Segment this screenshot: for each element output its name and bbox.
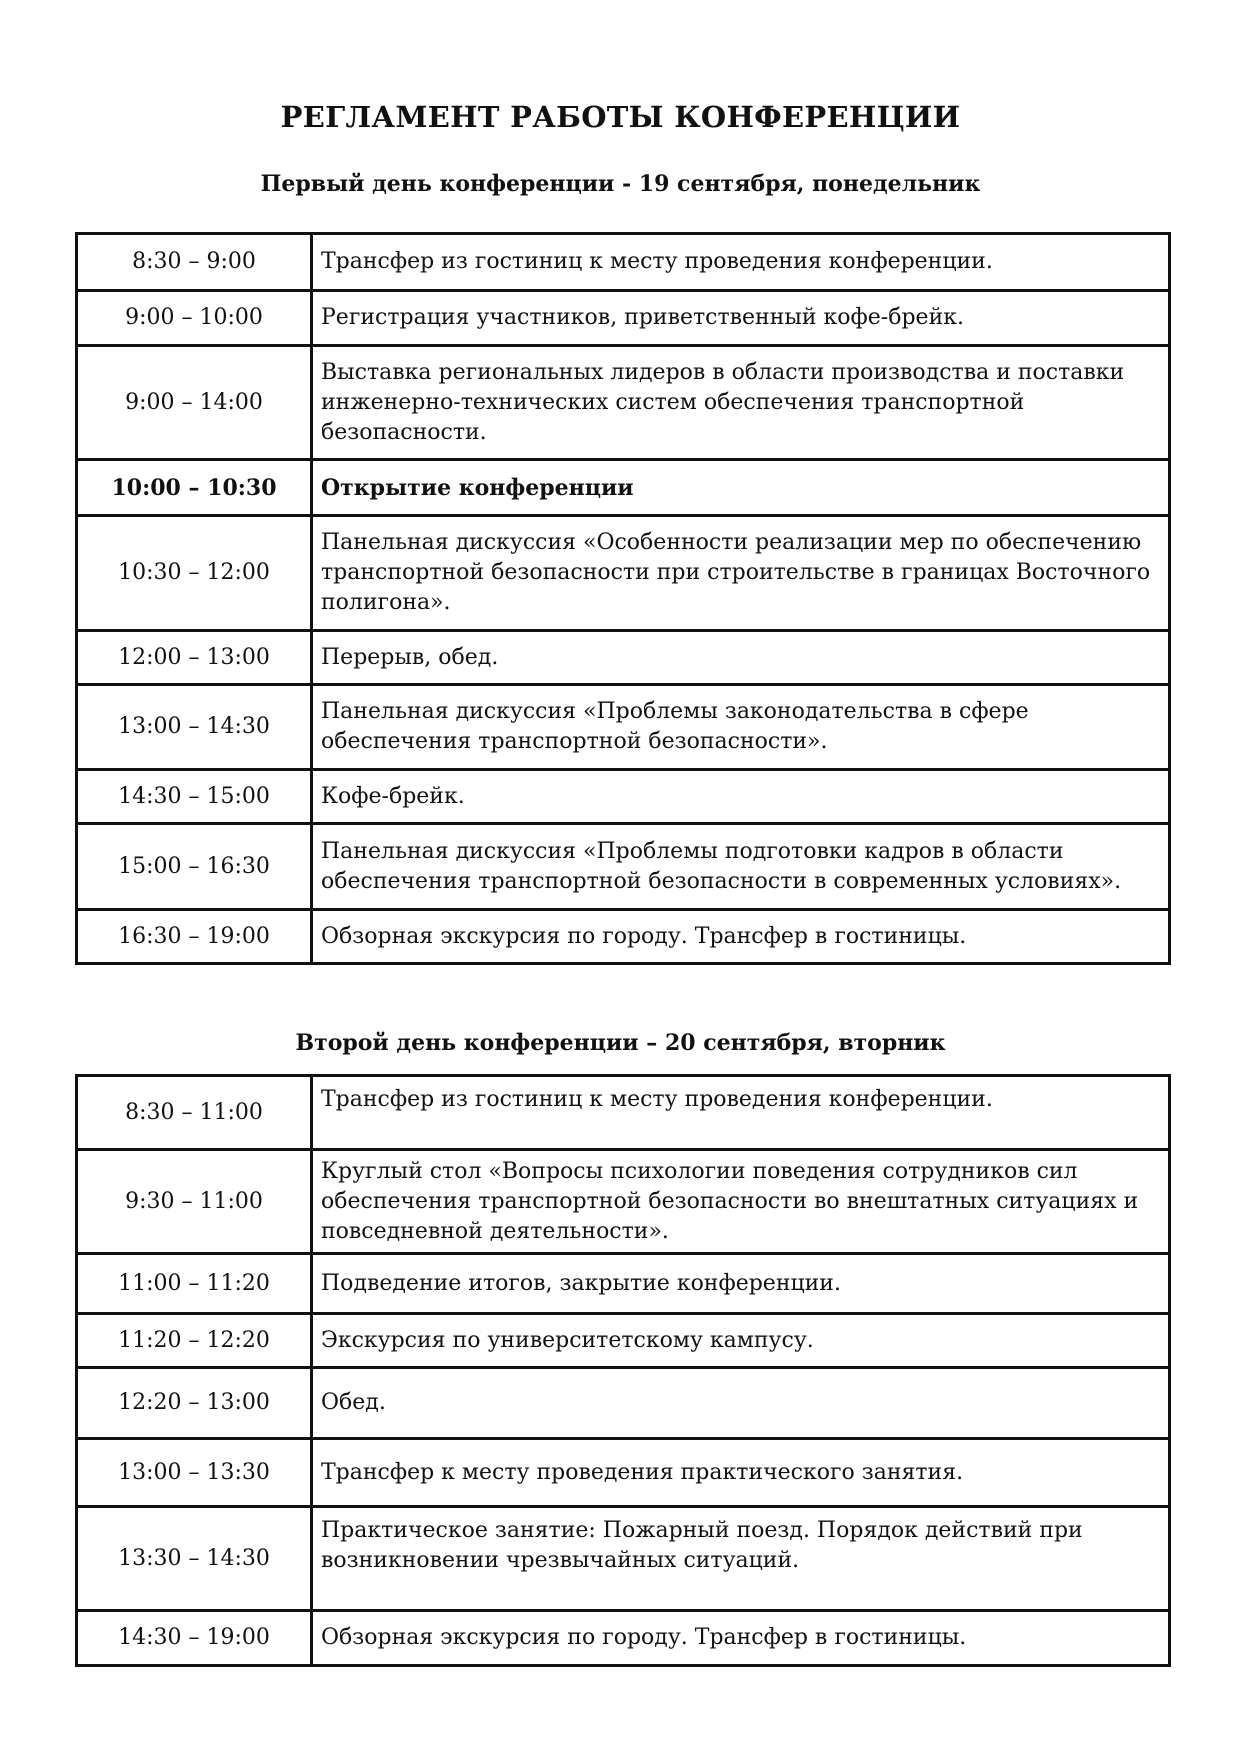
- row-time: 13:00 – 14:30: [77, 685, 312, 770]
- schedule-row: [77, 910, 1170, 964]
- schedule-row: [77, 685, 1170, 770]
- schedule-row: [77, 1314, 1170, 1368]
- schedule-row: [77, 291, 1170, 346]
- row-event: Трансфер к месту проведения практического занятия.: [312, 1439, 1170, 1507]
- day2-schedule-table: [75, 1074, 1171, 1667]
- row-time: 8:30 – 9:00: [77, 234, 312, 291]
- row-time: 9:00 – 10:00: [77, 291, 312, 346]
- row-event: Трансфер из гостиниц к месту проведения конференции.: [312, 234, 1170, 291]
- day2-heading: Второй день конференции – 20 сентября, вторник: [295, 1030, 946, 1056]
- schedule-row: [77, 1368, 1170, 1439]
- row-time: 11:20 – 12:20: [77, 1314, 312, 1368]
- row-event: Выставка региональных лидеров в области производства и поставки инженерно-технических систем обеспечения транспортной безопасности.: [312, 346, 1170, 460]
- row-time: 12:20 – 13:00: [77, 1368, 312, 1439]
- schedule-row: [77, 346, 1170, 460]
- row-event: Кофе-брейк.: [312, 770, 1170, 824]
- row-event: Трансфер из гостиниц к месту проведения конференции.: [312, 1076, 1170, 1150]
- row-event: Панельная дискуссия «Особенности реализации мер по обеспечению транспортной безопасности при строительстве в границах Восточного полигона».: [312, 516, 1170, 631]
- row-time: 15:00 – 16:30: [77, 824, 312, 910]
- row-event: Экскурсия по университетскому кампусу.: [312, 1314, 1170, 1368]
- row-event: Панельная дискуссия «Проблемы подготовки кадров в области обеспечения транспортной безопасности в современных условиях».: [312, 824, 1170, 910]
- row-time: 11:00 – 11:20: [77, 1254, 312, 1314]
- row-event: Обед.: [312, 1368, 1170, 1439]
- page-title: РЕГЛАМЕНТ РАБОТЫ КОНФЕРЕНЦИИ: [280, 100, 961, 134]
- schedule-row: [77, 824, 1170, 910]
- schedule-row: [77, 460, 1170, 516]
- row-event: Обзорная экскурсия по городу. Трансфер в гостиницы.: [312, 910, 1170, 964]
- row-time: 16:30 – 19:00: [77, 910, 312, 964]
- row-event: Регистрация участников, приветственный кофе-брейк.: [312, 291, 1170, 346]
- row-time: 14:30 – 19:00: [77, 1611, 312, 1666]
- row-time: 9:30 – 11:00: [77, 1150, 312, 1254]
- row-time: 10:30 – 12:00: [77, 516, 312, 631]
- row-event: Панельная дискуссия «Проблемы законодательства в сфере обеспечения транспортной безопасности».: [312, 685, 1170, 770]
- row-time: 8:30 – 11:00: [77, 1076, 312, 1150]
- schedule-row: [77, 1611, 1170, 1666]
- day1-heading: Первый день конференции - 19 сентября, понедельник: [260, 171, 981, 197]
- schedule-row: [77, 516, 1170, 631]
- row-event: Перерыв, обед.: [312, 631, 1170, 685]
- schedule-row: [77, 1254, 1170, 1314]
- row-time: 13:30 – 14:30: [77, 1507, 312, 1611]
- row-time: 14:30 – 15:00: [77, 770, 312, 824]
- schedule-row: [77, 770, 1170, 824]
- row-time: 13:00 – 13:30: [77, 1439, 312, 1507]
- schedule-row: [77, 1507, 1170, 1611]
- schedule-row: [77, 1076, 1170, 1150]
- row-event: Обзорная экскурсия по городу. Трансфер в гостиницы.: [312, 1611, 1170, 1666]
- row-event: Подведение итогов, закрытие конференции.: [312, 1254, 1170, 1314]
- row-time: 12:00 – 13:00: [77, 631, 312, 685]
- row-time: 10:00 – 10:30: [77, 460, 312, 516]
- schedule-row: [77, 1150, 1170, 1254]
- row-event: Практическое занятие: Пожарный поезд. Порядок действий при возникновении чрезвычайных ситуаций.: [312, 1507, 1170, 1611]
- schedule-row: [77, 631, 1170, 685]
- schedule-row: [77, 234, 1170, 291]
- row-event: Открытие конференции: [312, 460, 1170, 516]
- row-time: 9:00 – 14:00: [77, 346, 312, 460]
- day1-schedule-table: [75, 232, 1171, 965]
- schedule-row: [77, 1439, 1170, 1507]
- row-event: Круглый стол «Вопросы психологии поведения сотрудников сил обеспечения транспортной безопасности во внештатных ситуациях и повседневной деятельности».: [312, 1150, 1170, 1254]
